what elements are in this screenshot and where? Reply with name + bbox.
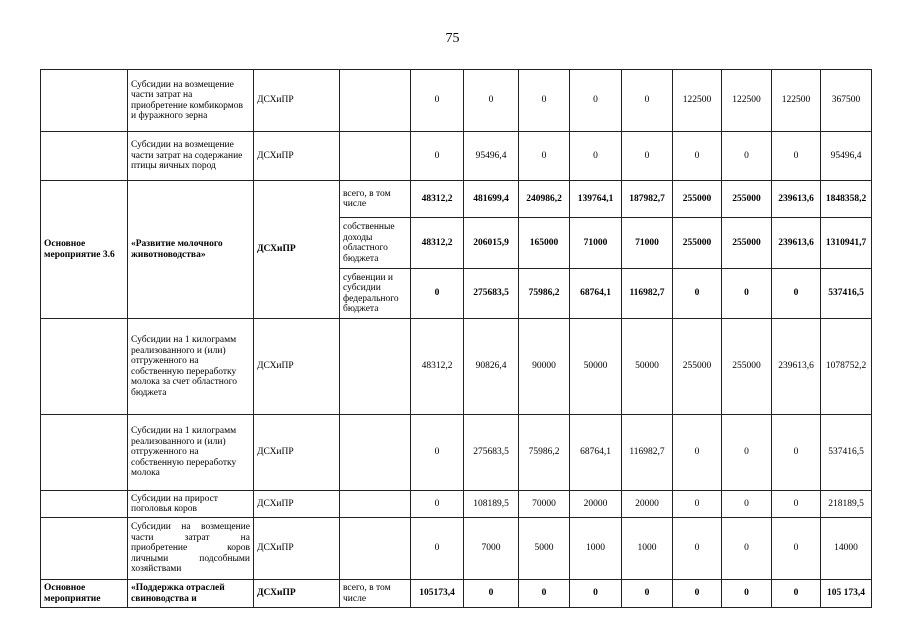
- table-row: [41, 580, 872, 608]
- value-cell: 48312,2: [411, 319, 464, 415]
- value-cell: 75986,2: [519, 415, 570, 491]
- value-cell: 0: [722, 132, 772, 181]
- value-cell: 122500: [722, 70, 772, 132]
- value-cell: 95496,4: [464, 132, 519, 181]
- value-cell: 187982,7: [622, 181, 673, 218]
- executor-cell: ДСХиПР: [254, 132, 340, 181]
- value-cell: 1000: [570, 518, 622, 580]
- value-cell: 0: [519, 70, 570, 132]
- value-cell: 0: [519, 132, 570, 181]
- value-cell: 48312,2: [411, 181, 464, 218]
- funding-source: всего, в том числе: [340, 181, 411, 218]
- value-cell: 71000: [570, 218, 622, 269]
- value-cell: 0: [570, 580, 622, 608]
- total-cell: 95496,4: [821, 132, 872, 181]
- total-cell: 1310941,7: [821, 218, 872, 269]
- value-cell: 0: [772, 518, 821, 580]
- value-cell: 0: [722, 580, 772, 608]
- value-cell: 122500: [673, 70, 722, 132]
- funding-source: [340, 518, 411, 580]
- value-cell: 0: [722, 269, 772, 319]
- event-cell: [41, 491, 128, 518]
- funding-source: [340, 491, 411, 518]
- value-cell: 108189,5: [464, 491, 519, 518]
- funding-source: [340, 415, 411, 491]
- main-event-title: «Поддержка отраслей свиноводства и: [128, 580, 254, 608]
- funding-source: [340, 132, 411, 181]
- value-cell: 5000: [519, 518, 570, 580]
- total-cell: 1078752,2: [821, 319, 872, 415]
- executor-cell: ДСХиПР: [254, 70, 340, 132]
- total-cell: 537416,5: [821, 415, 872, 491]
- executor-cell: ДСХиПР: [254, 518, 340, 580]
- budget-table: [40, 69, 872, 608]
- total-cell: 367500: [821, 70, 872, 132]
- value-cell: 0: [673, 491, 722, 518]
- funding-source: [340, 70, 411, 132]
- value-cell: 0: [411, 518, 464, 580]
- main-event-label: Основное мероприятие: [41, 580, 128, 608]
- main-event-label: Основное мероприятие 3.6: [41, 181, 128, 319]
- value-cell: 0: [722, 415, 772, 491]
- value-cell: 7000: [464, 518, 519, 580]
- value-cell: 1000: [622, 518, 673, 580]
- event-cell: [41, 132, 128, 181]
- value-cell: 255000: [673, 319, 722, 415]
- value-cell: 116982,7: [622, 269, 673, 319]
- value-cell: 0: [622, 580, 673, 608]
- value-cell: 165000: [519, 218, 570, 269]
- value-cell: 0: [411, 415, 464, 491]
- subsidy-name: Субсидии на 1 килограмм реализованного и (или) отгруженного на собственную переработку молока за счет областного бюджета: [128, 319, 254, 415]
- executor-cell: ДСХиПР: [254, 181, 340, 319]
- value-cell: 0: [622, 132, 673, 181]
- value-cell: 0: [411, 269, 464, 319]
- value-cell: 0: [411, 132, 464, 181]
- value-cell: 70000: [519, 491, 570, 518]
- event-cell: [41, 319, 128, 415]
- value-cell: 255000: [722, 218, 772, 269]
- value-cell: 0: [673, 580, 722, 608]
- value-cell: 20000: [622, 491, 673, 518]
- table-row: [41, 491, 872, 518]
- total-cell: 1848358,2: [821, 181, 872, 218]
- value-cell: 48312,2: [411, 218, 464, 269]
- value-cell: 481699,4: [464, 181, 519, 218]
- value-cell: 275683,5: [464, 269, 519, 319]
- value-cell: 116982,7: [622, 415, 673, 491]
- value-cell: 0: [722, 518, 772, 580]
- funding-source: [340, 319, 411, 415]
- table-row: [41, 181, 872, 218]
- event-cell: [41, 70, 128, 132]
- value-cell: 0: [722, 491, 772, 518]
- value-cell: 20000: [570, 491, 622, 518]
- value-cell: 90826,4: [464, 319, 519, 415]
- total-cell: 105 173,4: [821, 580, 872, 608]
- value-cell: 275683,5: [464, 415, 519, 491]
- value-cell: 122500: [772, 70, 821, 132]
- table-row: [41, 132, 872, 181]
- value-cell: 239613,6: [772, 319, 821, 415]
- value-cell: 68764,1: [570, 415, 622, 491]
- table-row: [41, 518, 872, 580]
- total-cell: 218189,5: [821, 491, 872, 518]
- executor-cell: ДСХиПР: [254, 580, 340, 608]
- value-cell: 90000: [519, 319, 570, 415]
- page-number: 75: [445, 31, 460, 46]
- subsidy-name: Субсидии на возмещение части затрат на содержание птицы яичных пород: [128, 132, 254, 181]
- value-cell: 0: [772, 415, 821, 491]
- table-row: [41, 319, 872, 415]
- value-cell: 0: [411, 70, 464, 132]
- table-row: [41, 415, 872, 491]
- value-cell: 50000: [622, 319, 673, 415]
- table-row: [41, 70, 872, 132]
- value-cell: 0: [464, 70, 519, 132]
- event-cell: [41, 518, 128, 580]
- subsidy-name: Субсидии на возмещение части затрат на приобретение коров личными подсобными хозяйствами: [128, 518, 254, 580]
- value-cell: 75986,2: [519, 269, 570, 319]
- total-cell: 537416,5: [821, 269, 872, 319]
- value-cell: 71000: [622, 218, 673, 269]
- value-cell: 239613,6: [772, 181, 821, 218]
- value-cell: 0: [673, 518, 722, 580]
- funding-source: всего, в том числе: [340, 580, 411, 608]
- value-cell: 68764,1: [570, 269, 622, 319]
- event-cell: [41, 415, 128, 491]
- executor-cell: ДСХиПР: [254, 491, 340, 518]
- value-cell: 255000: [673, 218, 722, 269]
- value-cell: 50000: [570, 319, 622, 415]
- value-cell: 105173,4: [411, 580, 464, 608]
- value-cell: 139764,1: [570, 181, 622, 218]
- value-cell: 255000: [722, 319, 772, 415]
- value-cell: 255000: [673, 181, 722, 218]
- executor-cell: ДСХиПР: [254, 415, 340, 491]
- value-cell: 0: [772, 580, 821, 608]
- value-cell: 0: [772, 269, 821, 319]
- value-cell: 0: [673, 269, 722, 319]
- value-cell: 0: [519, 580, 570, 608]
- funding-source: субвенции и субсидии федерального бюджета: [340, 269, 411, 319]
- value-cell: 240986,2: [519, 181, 570, 218]
- main-event-title: «Развитие молочного животноводства»: [128, 181, 254, 319]
- subsidy-name: Субсидии на 1 килограмм реализованного и (или) отгруженного на собственную переработку молока: [128, 415, 254, 491]
- value-cell: 239613,6: [772, 218, 821, 269]
- value-cell: 206015,9: [464, 218, 519, 269]
- funding-source: собственные доходы областного бюджета: [340, 218, 411, 269]
- value-cell: 0: [772, 132, 821, 181]
- executor-cell: ДСХиПР: [254, 319, 340, 415]
- subsidy-name: Субсидии на прирост поголовья коров: [128, 491, 254, 518]
- value-cell: 0: [411, 491, 464, 518]
- value-cell: 0: [673, 415, 722, 491]
- value-cell: 0: [570, 132, 622, 181]
- value-cell: 0: [464, 580, 519, 608]
- value-cell: 0: [772, 491, 821, 518]
- value-cell: 0: [570, 70, 622, 132]
- value-cell: 255000: [722, 181, 772, 218]
- value-cell: 0: [673, 132, 722, 181]
- total-cell: 14000: [821, 518, 872, 580]
- subsidy-name: Субсидии на возмещение части затрат на приобретение комбикормов и фуражного зерна: [128, 70, 254, 132]
- value-cell: 0: [622, 70, 673, 132]
